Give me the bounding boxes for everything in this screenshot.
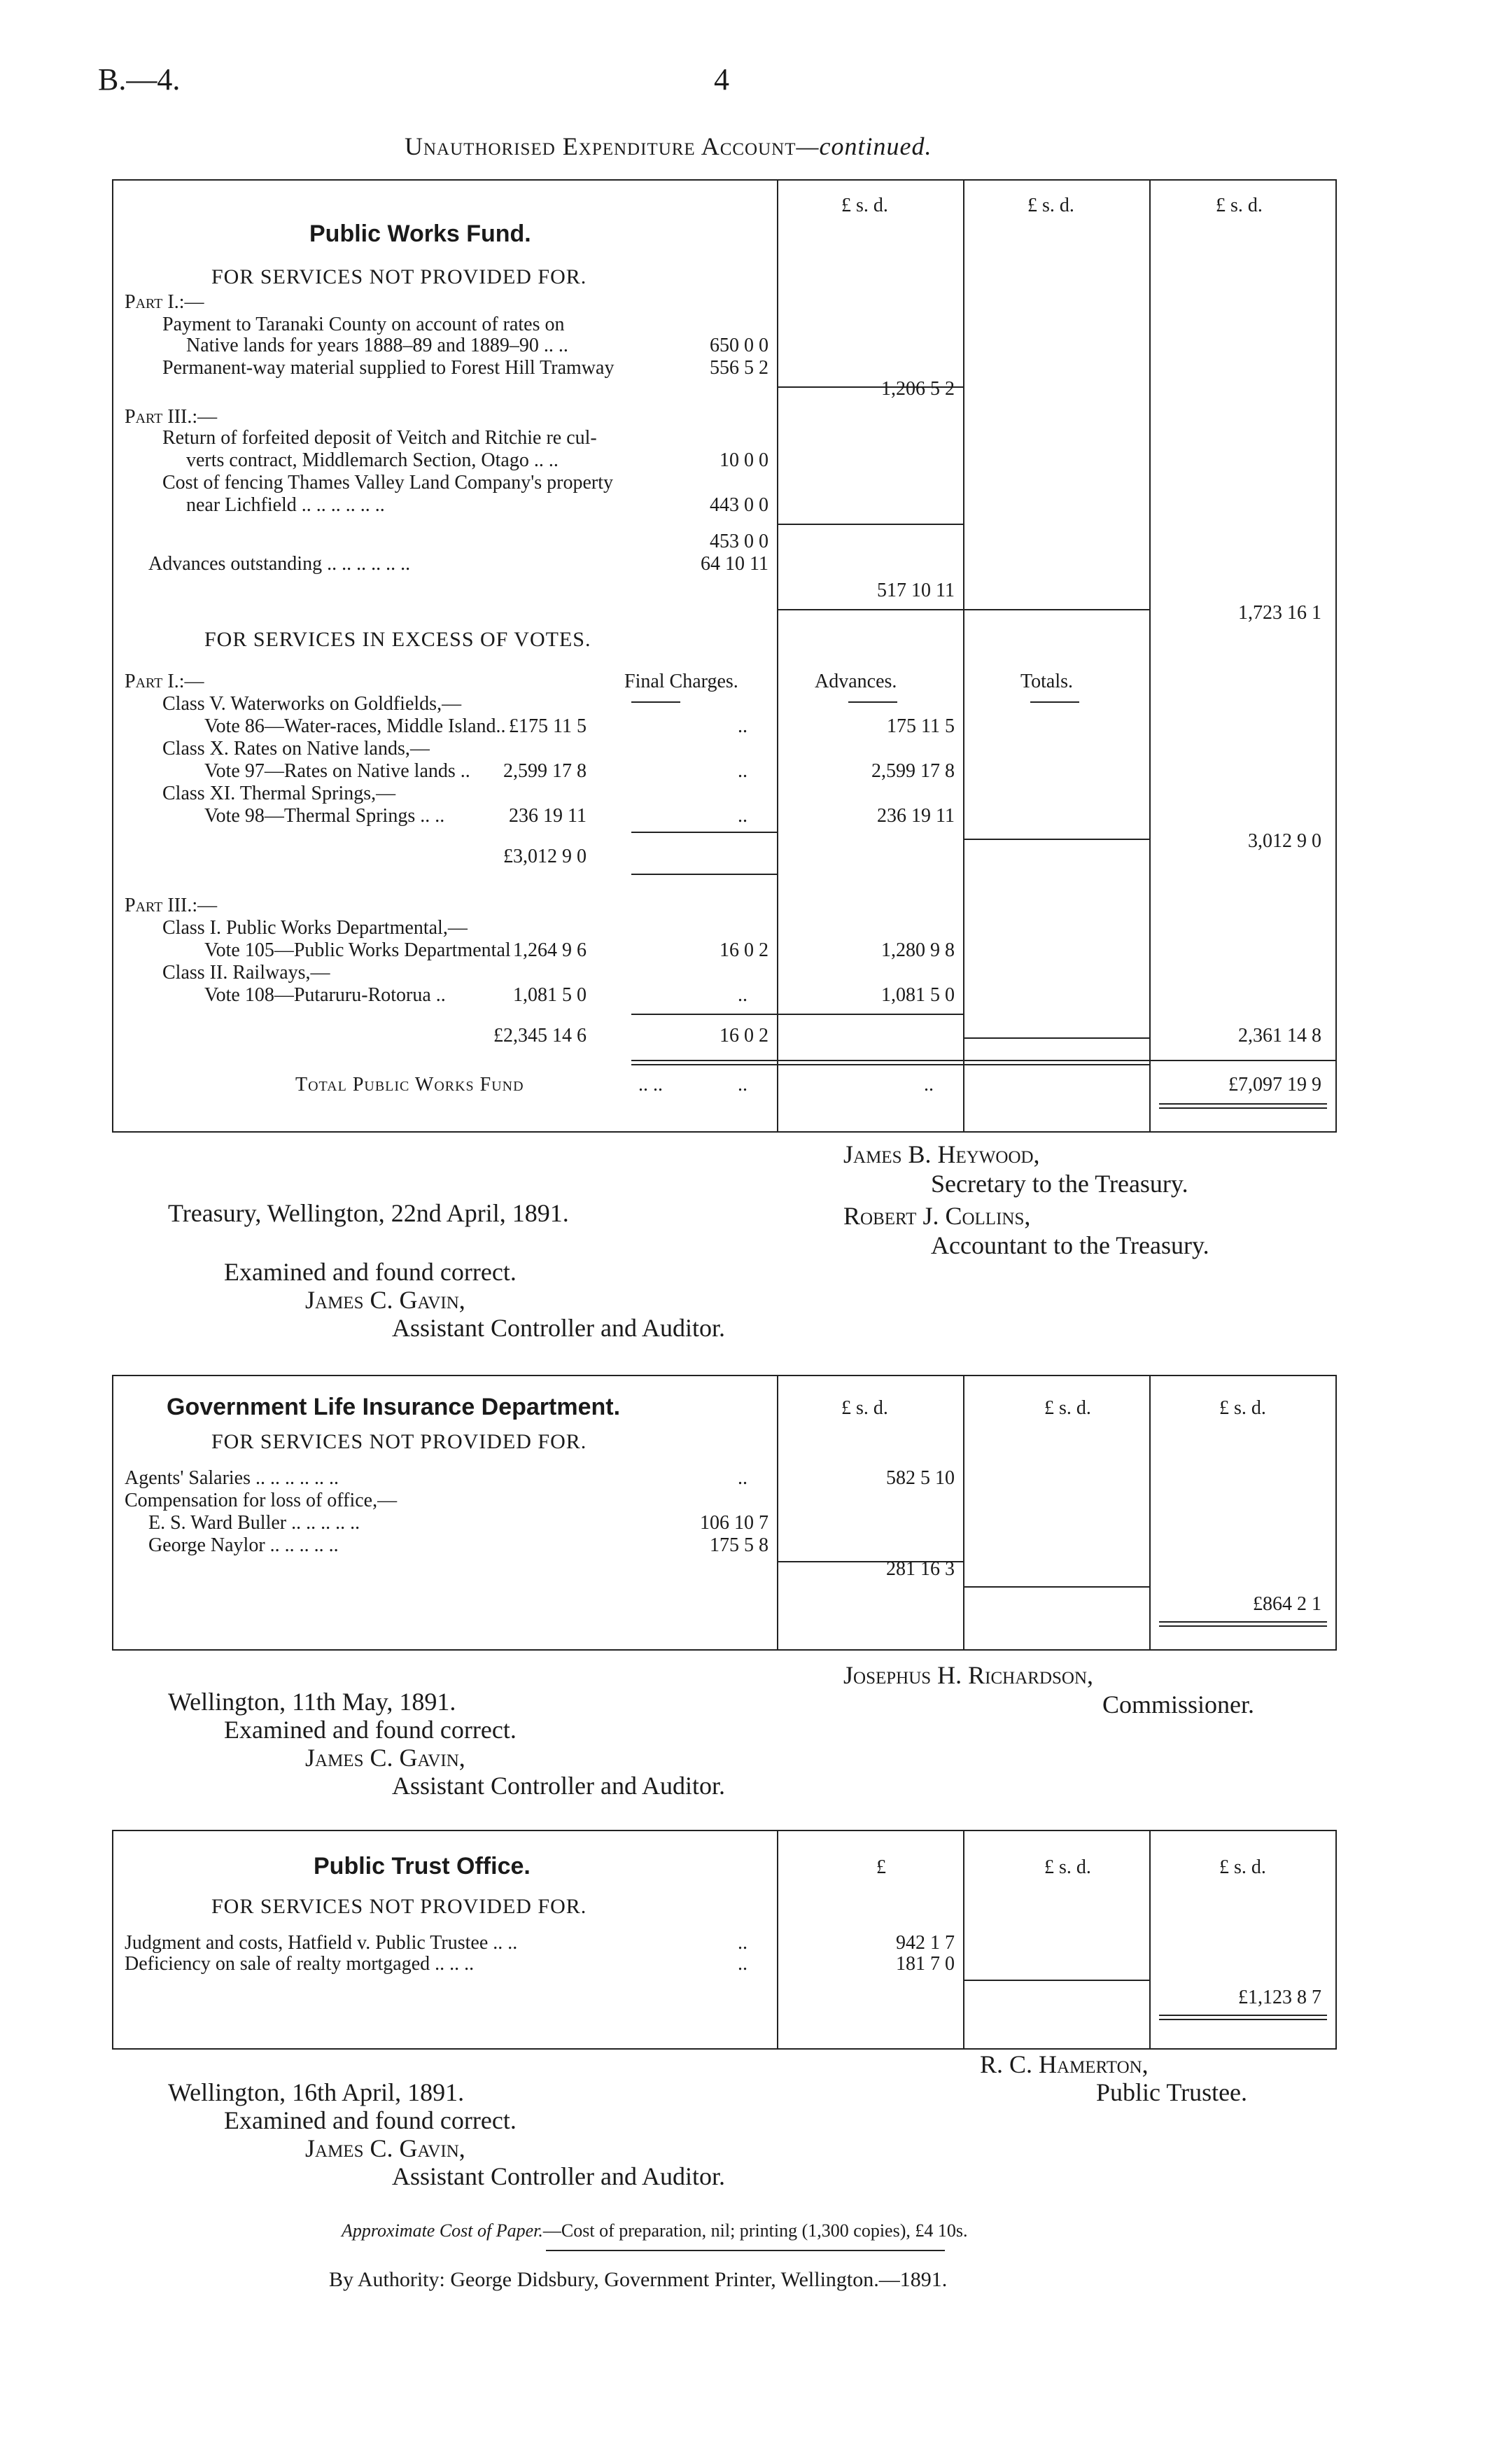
public-trust-office-table — [112, 1830, 1337, 2050]
vote98-label: Vote 98—Thermal Springs .. .. — [204, 805, 445, 827]
vote108-final: 1,081 5 0 — [513, 984, 587, 1006]
sig3-place-date: Wellington, 16th April, 1891. — [168, 2078, 465, 2106]
col-totals: Totals. — [1020, 671, 1074, 692]
sig1-place-date: Treasury, Wellington, 22nd April, 1891. — [168, 1199, 569, 1227]
sig2-examined: Examined and found correct. — [224, 1716, 517, 1744]
col-header-2: £ s. d. — [1027, 195, 1074, 216]
vote105-advances: 16 0 2 — [720, 939, 768, 961]
class11-label: Class XI. Thermal Springs,— — [162, 783, 396, 804]
class10-label: Class X. Rates on Native lands,— — [162, 738, 430, 760]
pwf-advances-value: 64 10 11 — [701, 553, 768, 575]
pwf-row34-sum: 453 0 0 — [710, 531, 768, 552]
pto-deficiency-b: 181 7 0 — [896, 1953, 955, 1975]
authority-line: By Authority: George Didsbury, Government Printer, Wellington.—1891. — [329, 2268, 948, 2291]
gli-naylor: George Naylor .. .. .. .. .. — [148, 1534, 339, 1556]
pwf-total-dots: .. .. — [638, 1074, 663, 1096]
pwf-grand-total: £7,097 19 9 — [1228, 1074, 1321, 1096]
sig1-name2: Robert J. Collins, — [843, 1202, 1031, 1230]
gli-col1: £ s. d. — [841, 1397, 888, 1419]
sig1-examined: Examined and found correct. — [224, 1258, 517, 1286]
pwf-excess-part3: Part III.:— — [125, 895, 218, 916]
pwf-row3b: verts contract, Middlemarch Section, Otago .. .. — [186, 449, 559, 471]
vote98-final: 236 19 11 — [509, 805, 587, 827]
vote86-label: Vote 86—Water-races, Middle Island.. — [204, 715, 506, 737]
sig2-name: Josephus H. Richardson, — [843, 1661, 1094, 1689]
sig3-examined: Examined and found correct. — [224, 2106, 517, 2134]
pwf-part1: Part I.:— — [125, 291, 204, 313]
sig1-name1: James B. Heywood, — [843, 1140, 1040, 1168]
part3-final-total: £2,345 14 6 — [493, 1025, 587, 1046]
pwf-row1a: Payment to Taranaki County on account of rates on — [162, 314, 565, 335]
sig3-auditor-name: James C. Gavin, — [305, 2134, 465, 2162]
title-suffix: —continued. — [796, 132, 932, 160]
class2-label: Class II. Railways,— — [162, 962, 330, 983]
vote98-total: 236 19 11 — [877, 805, 955, 827]
pto-col1: £ — [876, 1856, 886, 1878]
pto-total: £1,123 8 7 — [1238, 1987, 1321, 2008]
pwf-not-provided-heading: FOR SERVICES NOT PROVIDED FOR. — [211, 265, 587, 288]
pto-judgment-b: 942 1 7 — [896, 1932, 955, 1954]
vote108-total: 1,081 5 0 — [881, 984, 955, 1006]
vote97-advances: .. — [738, 760, 747, 782]
gli-heading: Government Life Insurance Department. — [167, 1394, 621, 1420]
vote97-final: 2,599 17 8 — [503, 760, 587, 782]
pwf-advances-label: Advances outstanding .. .. .. .. .. .. — [148, 553, 411, 575]
pwf-total-advances: .. — [738, 1074, 747, 1096]
pwf-row3a: Return of forfeited deposit of Veitch and Ritchie re cul- — [162, 427, 597, 449]
vote97-label: Vote 97—Rates on Native lands .. — [204, 760, 470, 782]
vote108-advances: .. — [738, 984, 747, 1006]
pwf-excess-heading: FOR SERVICES IN EXCESS OF VOTES. — [204, 628, 591, 651]
pwf-row4-value: 443 0 0 — [710, 494, 768, 516]
class1-label: Class I. Public Works Departmental,— — [162, 917, 468, 939]
sig1-title2: Accountant to the Treasury. — [931, 1231, 1209, 1259]
gli-not-provided: FOR SERVICES NOT PROVIDED FOR. — [211, 1430, 587, 1453]
pto-judgment-a: .. — [738, 1932, 747, 1954]
vote86-final: £175 11 5 — [509, 715, 587, 737]
class5-label: Class V. Waterworks on Goldfields,— — [162, 693, 462, 715]
vote108-label: Vote 108—Putaruru-Rotorua .. — [204, 984, 446, 1006]
pwf-heading: Public Works Fund. — [309, 220, 531, 247]
sig3-name: R. C. Hamerton, — [980, 2050, 1149, 2078]
sig2-place-date: Wellington, 11th May, 1891. — [168, 1688, 456, 1716]
vote105-label: Vote 105—Public Works Departmental — [204, 939, 511, 961]
pwf-subtotal1: 1,206 5 2 — [881, 378, 955, 400]
gli-agents-salaries-b: 582 5 10 — [886, 1467, 955, 1489]
sig2-title: Commissioner. — [1102, 1690, 1255, 1718]
pto-col2: £ s. d. — [1044, 1856, 1091, 1878]
col-final-charges: Final Charges. — [624, 671, 738, 692]
part3-advances-total: 16 0 2 — [720, 1025, 768, 1046]
pwf-part3: Part III.:— — [125, 406, 218, 428]
gli-col2: £ s. d. — [1044, 1397, 1091, 1419]
vote86-advances: .. — [738, 715, 747, 737]
vote105-final: 1,264 9 6 — [513, 939, 587, 961]
vote98-advances: .. — [738, 805, 747, 827]
pwf-total-totals: .. — [924, 1074, 934, 1096]
gli-subtotal: 281 16 3 — [886, 1558, 955, 1580]
pwf-row2-value: 556 5 2 — [710, 357, 768, 379]
gli-total: £864 2 1 — [1253, 1593, 1321, 1615]
cost-note — [342, 2220, 968, 2241]
vote105-total: 1,280 9 8 — [881, 939, 955, 961]
gli-ward-buller: E. S. Ward Buller .. .. .. .. .. — [148, 1512, 360, 1534]
vote86-total: 175 11 5 — [887, 715, 955, 737]
cost-label: Approximate Cost of Paper. — [342, 2220, 543, 2241]
sig1-auditor-name: James C. Gavin, — [305, 1286, 465, 1314]
vote97-total: 2,599 17 8 — [871, 760, 955, 782]
sig2-auditor-name: James C. Gavin, — [305, 1744, 465, 1772]
pto-col3: £ s. d. — [1219, 1856, 1266, 1878]
sig3-title: Public Trustee. — [1096, 2078, 1248, 2106]
col-header-1: £ s. d. — [841, 195, 888, 216]
cost-text: —Cost of preparation, nil; printing (1,300 copies), £4 10s. — [542, 2220, 968, 2241]
sig3-auditor-title: Assistant Controller and Auditor. — [392, 2162, 725, 2190]
pwf-row3-value: 10 0 0 — [720, 449, 768, 471]
pwf-row4a: Cost of fencing Thames Valley Land Company's property — [162, 472, 613, 493]
pwf-not-provided-total: 1,723 16 1 — [1238, 602, 1321, 624]
footer-rule — [546, 2250, 945, 2251]
part3-grand-total: 2,361 14 8 — [1238, 1025, 1321, 1046]
pwf-row2: Permanent-way material supplied to Forest Hill Tramway — [162, 357, 615, 379]
pto-deficiency-a: .. — [738, 1953, 747, 1975]
pwf-row4b: near Lichfield .. .. .. .. .. .. — [186, 494, 385, 516]
part1-final-total: £3,012 9 0 — [503, 846, 587, 867]
pto-deficiency: Deficiency on sale of realty mortgaged .. .. .. — [125, 1953, 475, 1975]
pto-not-provided: FOR SERVICES NOT PROVIDED FOR. — [211, 1895, 587, 1918]
pto-heading: Public Trust Office. — [314, 1853, 531, 1879]
gli-col3: £ s. d. — [1219, 1397, 1266, 1419]
public-works-fund-table — [112, 179, 1337, 1133]
pwf-row1b: Native lands for years 1888–89 and 1889–90 .. .. — [186, 335, 568, 356]
pwf-subtotal2: 517 10 11 — [877, 580, 955, 601]
sig2-auditor-title: Assistant Controller and Auditor. — [392, 1772, 725, 1800]
gli-ward-buller-value: 106 10 7 — [700, 1512, 768, 1534]
pwf-excess-part1: Part I.:— — [125, 671, 204, 692]
gli-naylor-value: 175 5 8 — [710, 1534, 768, 1556]
page-title — [405, 132, 932, 161]
gli-agents-salaries-a: .. — [738, 1467, 747, 1489]
pwf-total-label: Total Public Works Fund — [295, 1074, 524, 1096]
col-advances: Advances. — [815, 671, 897, 692]
col-header-3: £ s. d. — [1216, 195, 1263, 216]
government-life-insurance-table — [112, 1375, 1337, 1651]
pto-judgment: Judgment and costs, Hatfield v. Public Trustee .. .. — [125, 1932, 518, 1954]
pwf-row1-value: 650 0 0 — [710, 335, 768, 356]
page-number: 4 — [714, 62, 729, 97]
sig1-auditor-title: Assistant Controller and Auditor. — [392, 1314, 725, 1342]
part1-grand-total: 3,012 9 0 — [1248, 830, 1321, 852]
gli-compensation: Compensation for loss of office,— — [125, 1490, 398, 1511]
title-main: Unauthorised Expenditure Account — [405, 132, 796, 160]
sig1-title1: Secretary to the Treasury. — [931, 1170, 1188, 1198]
gli-agents-salaries: Agents' Salaries .. .. .. .. .. .. — [125, 1467, 339, 1489]
document-reference: B.—4. — [98, 62, 181, 97]
